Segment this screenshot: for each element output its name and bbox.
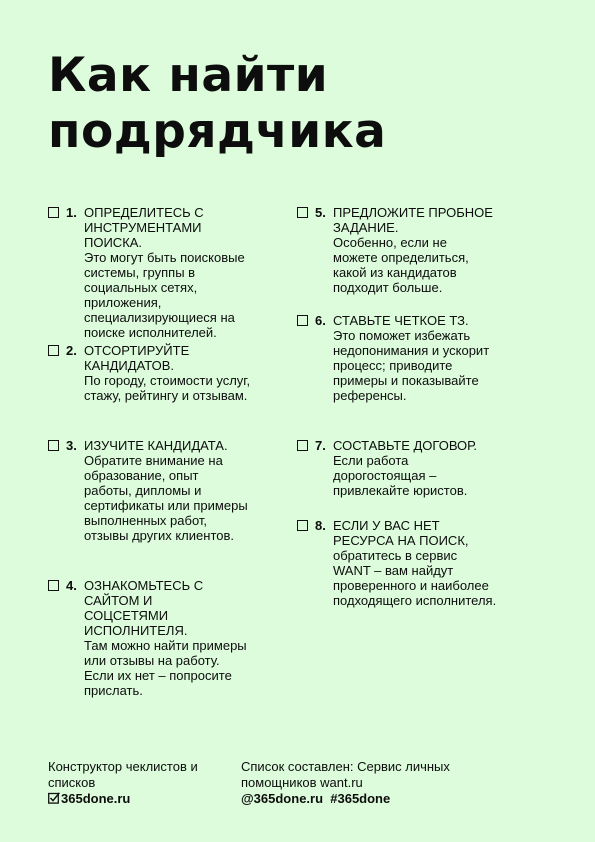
checklist-item bbox=[297, 313, 517, 438]
footer-left-text: Конструктор чеклистов и списков bbox=[48, 759, 198, 790]
item-text bbox=[84, 578, 264, 698]
checklist-column-left bbox=[48, 205, 268, 698]
item-heading: ОЗНАКОМЬТЕСЬ С САЙТОМ И СОЦСЕТЯМИ ИСПОЛНИТЕЛЯ. bbox=[84, 578, 204, 638]
item-body: Это поможет избежать недопонимания и ускорит процесс; приводите примеры и показывайте референсы. bbox=[333, 328, 490, 403]
item-heading: ОТСОРТИРУЙТЕ КАНДИДАТОВ. bbox=[84, 343, 190, 373]
checkbox[interactable] bbox=[48, 440, 59, 451]
page-title bbox=[48, 48, 386, 160]
item-text bbox=[333, 313, 513, 403]
footer-right-text: Список составлен: Сервис личных помощников want.ru bbox=[241, 759, 450, 790]
item-number: 6. bbox=[315, 313, 326, 328]
footer-right bbox=[241, 759, 491, 807]
checkbox-check-icon bbox=[48, 792, 60, 804]
item-body: Это могут быть поисковые системы, группы в социальных сетях, приложения, специализирующиеся на поиске исполнителей. bbox=[84, 250, 245, 340]
footer-left-link-row bbox=[48, 791, 228, 807]
item-heading: СТАВЬТЕ ЧЕТКОЕ ТЗ. bbox=[333, 313, 469, 328]
checklist-item bbox=[48, 438, 268, 578]
checklist-item bbox=[297, 518, 517, 608]
item-body: Особенно, если не можете определиться, какой из кандидатов подходит больше. bbox=[333, 235, 469, 295]
item-heading: СОСТАВЬТЕ ДОГОВОР. bbox=[333, 438, 477, 453]
item-heading: ОПРЕДЕЛИТЕСЬ С ИНСТРУМЕНТАМИ ПОИСКА. bbox=[84, 205, 204, 250]
item-body: По городу, стоимости услуг, стажу, рейтингу и отзывам. bbox=[84, 373, 251, 403]
item-text bbox=[84, 205, 264, 340]
item-number: 8. bbox=[315, 518, 326, 533]
item-number: 3. bbox=[66, 438, 77, 453]
footer-hashtags[interactable]: @365done.ru #365done bbox=[241, 791, 391, 806]
item-number: 7. bbox=[315, 438, 326, 453]
item-body: обратитесь в сервис WANT – вам найдут проверенного и наиболее подходящего исполнителя. bbox=[333, 548, 497, 608]
item-text bbox=[333, 518, 513, 608]
checklist-column-right bbox=[297, 205, 517, 608]
checkbox[interactable] bbox=[297, 315, 308, 326]
title-line-2: подрядчика bbox=[48, 104, 387, 159]
checkbox[interactable] bbox=[297, 520, 308, 531]
item-heading: ПРЕДЛОЖИТЕ ПРОБНОЕ ЗАДАНИЕ. bbox=[333, 205, 493, 235]
checklist-item bbox=[297, 438, 517, 518]
footer-left bbox=[48, 759, 228, 807]
item-body: Там можно найти примеры или отзывы на работу. Если их нет – попросите прислать. bbox=[84, 638, 247, 698]
checkbox[interactable] bbox=[297, 440, 308, 451]
checkbox[interactable] bbox=[48, 345, 59, 356]
checklist-item bbox=[48, 343, 268, 438]
checklist-item bbox=[297, 205, 517, 313]
item-text bbox=[333, 438, 513, 498]
item-body: Обратите внимание на образование, опыт работы, дипломы и сертификаты или примеры выполненных работ, отзывы других клиентов. bbox=[84, 453, 248, 543]
item-heading: ЕСЛИ У ВАС НЕТ РЕСУРСА НА ПОИСК, bbox=[333, 518, 469, 548]
checkbox[interactable] bbox=[48, 207, 59, 218]
item-text bbox=[84, 343, 264, 403]
checklist-item bbox=[48, 578, 268, 698]
item-number: 1. bbox=[66, 205, 77, 220]
item-number: 4. bbox=[66, 578, 77, 593]
footer-site-link[interactable]: 365done.ru bbox=[61, 791, 131, 806]
checkbox[interactable] bbox=[48, 580, 59, 591]
title-line-1: Как найти bbox=[48, 48, 329, 103]
item-text bbox=[84, 438, 264, 543]
checkbox[interactable] bbox=[297, 207, 308, 218]
item-body: Если работа дорогостоящая – привлекайте юристов. bbox=[333, 453, 468, 498]
item-text bbox=[333, 205, 513, 295]
item-number: 5. bbox=[315, 205, 326, 220]
item-number: 2. bbox=[66, 343, 77, 358]
item-heading: ИЗУЧИТЕ КАНДИДАТА. bbox=[84, 438, 228, 453]
checklist-item bbox=[48, 205, 268, 343]
